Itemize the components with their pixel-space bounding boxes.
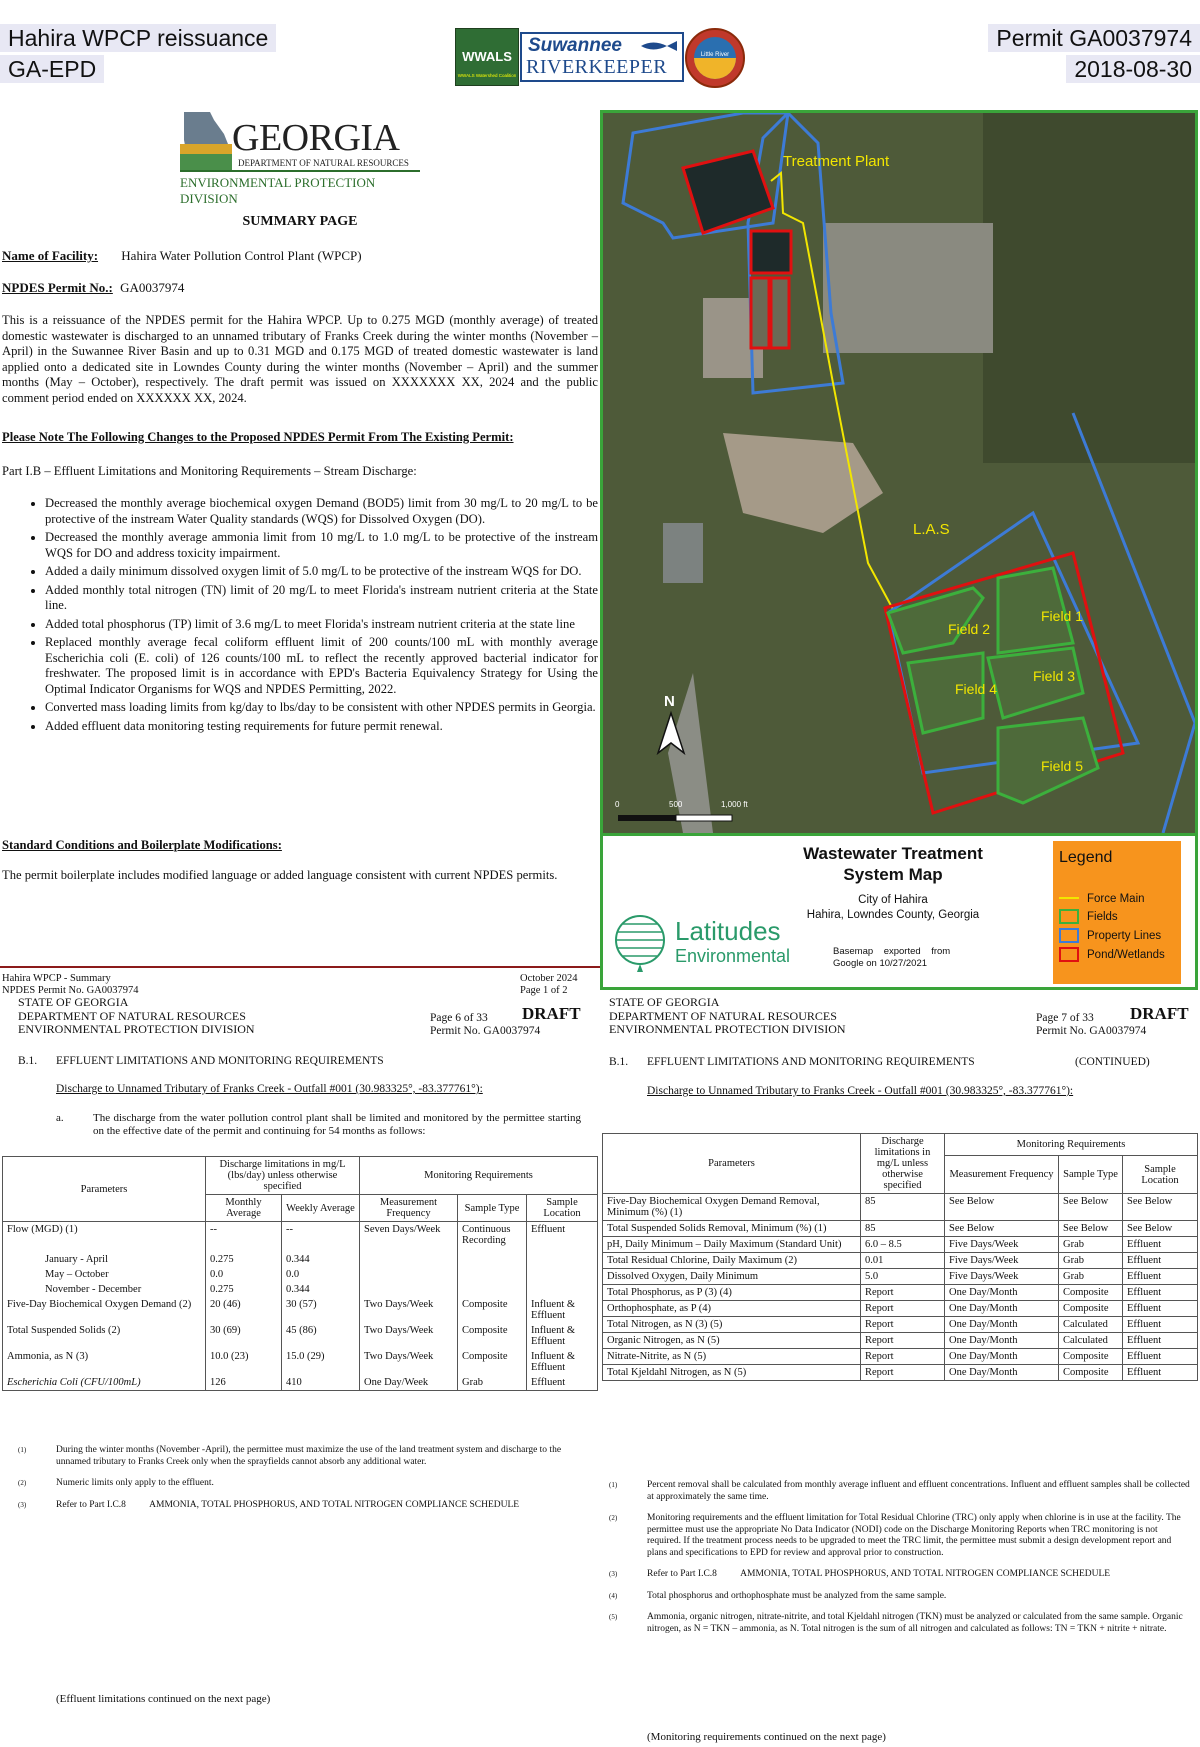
summary-footer-page: Page 1 of 2 <box>520 985 568 996</box>
limit-cell: 5.0 <box>861 1269 945 1285</box>
frequency-cell: Five Days/Week <box>945 1237 1059 1253</box>
column-header-type: Sample Type <box>1059 1156 1123 1194</box>
agency-dnr: DEPARTMENT OF NATURAL RESOURCES <box>18 1008 246 1023</box>
latitudes-globe-icon <box>613 912 667 974</box>
param-cell: Total Residual Chlorine, Daily Maximum (2) <box>603 1253 861 1269</box>
map-title-line1: Wastewater Treatment <box>803 844 983 863</box>
weekly-cell: 45 (86) <box>282 1323 360 1349</box>
agency-block <box>609 996 846 1037</box>
standard-conditions-text: The permit boilerplate includes modified language or added language consistent with current NPDES permits. <box>2 868 558 882</box>
param-cell: Five-Day Biochemical Oxygen Demand Removal, Minimum (%) (1) <box>603 1194 861 1221</box>
footnote-text: Monitoring requirements and the effluent limitation for Total Residual Chlorine (TRC) only apply when chlorine is in use at the facility. The permittee must use the appropriate No Data Indicator (NODI) code on the Discharge Monitoring Reports when TRC monitoring is not required. If the treatment process needs to be upgraded to meet the TRC limit, the permittee must submit a design development report and plans and specifications to EPD for review and approval prior to construction. <box>647 1513 1181 1558</box>
type-cell: Composite <box>458 1297 527 1323</box>
header-date: 2018-08-30 <box>1066 55 1200 83</box>
frequency-cell <box>360 1252 458 1267</box>
property-lines-swatch-icon <box>1059 928 1079 943</box>
part-heading: Part I.B – Effluent Limitations and Monitoring Requirements – Stream Discharge: <box>2 464 417 478</box>
frequency-cell: One Day/Month <box>945 1365 1059 1381</box>
footnote <box>18 1500 588 1512</box>
location-cell: Influent & Effluent <box>527 1297 598 1323</box>
permit-label: NPDES Permit No.: <box>2 280 113 295</box>
location-cell: Effluent <box>1123 1365 1198 1381</box>
limit-cell: Report <box>861 1333 945 1349</box>
location-cell <box>527 1252 598 1267</box>
table-row <box>603 1194 1198 1221</box>
map-title-line2: System Map <box>843 865 943 884</box>
table-row <box>3 1252 598 1267</box>
facility-label: Name of Facility: <box>2 248 99 263</box>
weekly-cell: 0.0 <box>282 1267 360 1282</box>
monthly-cell: 0.275 <box>206 1252 282 1267</box>
footnote <box>609 1569 1192 1581</box>
location-cell: Effluent <box>1123 1253 1198 1269</box>
footnote <box>609 1480 1192 1503</box>
type-cell: Composite <box>458 1323 527 1349</box>
permit-page-6 <box>0 996 600 1747</box>
legend-label: Fields <box>1087 911 1118 923</box>
column-header-frequency: Measurement Frequency <box>360 1195 458 1222</box>
footnote-text: During the winter months (November -April), the permittee must maximize the use of the land treatment system and discharge to the unnamed tributary to Franks Creek only when the sprayfields cannot absorb any additional water. <box>56 1445 562 1467</box>
header-permit: Permit GA0037974 <box>988 24 1200 52</box>
logo-dnr: DEPARTMENT OF NATURAL RESOURCES <box>238 158 409 168</box>
footnote <box>609 1612 1192 1635</box>
footnote <box>609 1513 1192 1559</box>
permit-number: Permit No. GA0037974 <box>1036 1025 1147 1037</box>
permit-line <box>2 280 184 296</box>
list-item: • Added effluent data monitoring testing requirements for future permit renewal. <box>45 719 598 735</box>
type-cell: Grab <box>1059 1237 1123 1253</box>
georgia-epd-logo <box>180 108 420 206</box>
list-item: • Decreased the monthly average biochemical oxygen Demand (BOD5) limit from 30 mg/L to 20 mg/L to be protective of the instream Water Quality standards (WQS) for Dissolved Oxygen (DO). <box>45 496 598 527</box>
north-label: N <box>664 693 675 710</box>
wwals-logo <box>455 28 519 86</box>
column-header-location: Sample Location <box>1123 1156 1198 1194</box>
list-item: • Replaced monthly average fecal coliform effluent limit of 200 counts/100 mL with monthly average Escherichia coli (E. coli) of 126 counts/100 mL to reflect the recently approved bacterial indicator for freshwater. The proposed limit is in accordance with EPD's Bacteria Equivalency Strategy for Using the Optimal Indicator Organisms for WQS and NPDES Permitting, 2022. <box>45 635 598 697</box>
param-cell: January - April <box>3 1252 206 1267</box>
type-cell: Composite <box>1059 1349 1123 1365</box>
monthly-cell: 30 (69) <box>206 1323 282 1349</box>
force-main-swatch-icon <box>1059 897 1079 899</box>
map-label-field-4: Field 4 <box>955 681 998 697</box>
effluent-limits-table <box>2 1156 598 1391</box>
limit-cell: 6.0 – 8.5 <box>861 1237 945 1253</box>
summary-footer-title: Hahira WPCP - Summary <box>2 973 111 984</box>
summary-footer-date: October 2024 <box>520 973 578 984</box>
page7-continued: (Monitoring requirements continued on the next page) <box>647 1731 886 1743</box>
table-row <box>3 1282 598 1297</box>
column-header-parameters: Parameters <box>3 1157 206 1222</box>
column-header-limits: Discharge limitations in mg/L (lbs/day) unless otherwise specified <box>206 1157 360 1195</box>
agency-epd: ENVIRONMENTAL PROTECTION DIVISION <box>18 1022 255 1036</box>
facility-value: Hahira Water Pollution Control Plant (WPCP) <box>121 248 362 263</box>
param-cell: Five-Day Biochemical Oxygen Demand (2) <box>3 1297 206 1323</box>
table-row <box>603 1365 1198 1381</box>
item-a-label: a. <box>56 1112 64 1124</box>
frequency-cell <box>360 1267 458 1282</box>
summary-intro: This is a reissuance of the NPDES permit for the Hahira WPCP. Up to 0.275 MGD (monthly average) of treated domestic wastewater is discharged to an unnamed tributary of Franks Creek during the winter months (November – April) in the Suwannee River Basin and up to 0.31 MGD and 0.175 MGD of treated domestic wastewater is land applied onto a dedicated site in Lowndes County during the winter months (November – April) and the summer months (May – October), respectively. The draft permit was issued on XXXXXXX XX, 2024 and the public comment period ended on XXXXXX XX, 2024. <box>2 313 598 405</box>
table-row <box>3 1267 598 1282</box>
page6-footnotes <box>18 1445 588 1511</box>
param-cell: May – October <box>3 1267 206 1282</box>
frequency-cell: One Day/Month <box>945 1349 1059 1365</box>
weekly-cell: 0.344 <box>282 1252 360 1267</box>
table-row <box>603 1221 1198 1237</box>
footnote <box>609 1591 1192 1603</box>
location-cell: Effluent <box>527 1222 598 1252</box>
permit-page-7 <box>600 996 1200 1747</box>
param-cell: Total Kjeldahl Nitrogen, as N (5) <box>603 1365 861 1381</box>
location-cell: See Below <box>1123 1194 1198 1221</box>
logo-georgia: GEORGIA <box>232 117 400 159</box>
list-item: • Converted mass loading limits from kg/day to lbs/day to be consistent with other NPDES permits in Georgia. <box>45 700 598 716</box>
table-row <box>3 1297 598 1323</box>
footnote-number: (1) <box>609 1481 618 1489</box>
weekly-cell: 0.344 <box>282 1282 360 1297</box>
map-county: Hahira, Lowndes County, Georgia <box>806 909 980 921</box>
scale-label-0: 0 <box>615 800 620 809</box>
summary-footer-left <box>2 973 139 997</box>
scale-label-1000: 1,000 ft <box>721 800 748 809</box>
frequency-cell <box>360 1282 458 1297</box>
header-agency: GA-EPD <box>0 55 104 83</box>
legend-label: Pond/Wetlands <box>1087 949 1165 961</box>
legend-item-pond-wetlands <box>1059 945 1165 963</box>
type-cell: Composite <box>1059 1285 1123 1301</box>
suwannee-logo-bottom: RIVERKEEPER <box>526 56 668 78</box>
summary-title: SUMMARY PAGE <box>242 214 358 229</box>
limit-cell: Report <box>861 1349 945 1365</box>
map-label-treatment-plant: Treatment Plant <box>783 153 890 170</box>
param-cell: November - December <box>3 1282 206 1297</box>
type-cell: See Below <box>1059 1194 1123 1221</box>
column-header-weekly: Weekly Average <box>282 1195 360 1222</box>
pond-wetlands-swatch-icon <box>1059 947 1079 962</box>
page-number: Page 6 of 33 <box>430 1012 488 1024</box>
location-cell <box>527 1267 598 1282</box>
limit-cell: Report <box>861 1301 945 1317</box>
permit-number: Permit No. GA0037974 <box>430 1025 541 1037</box>
type-cell: Composite <box>458 1349 527 1375</box>
weekly-cell: 30 (57) <box>282 1297 360 1323</box>
changes-heading: Please Note The Following Changes to the Proposed NPDES Permit From The Existing Permit: <box>2 430 514 444</box>
monthly-cell: 20 (46) <box>206 1297 282 1323</box>
location-cell: Effluent <box>1123 1269 1198 1285</box>
draft-label: DRAFT <box>1130 1004 1189 1023</box>
type-cell: See Below <box>1059 1221 1123 1237</box>
footnote-number: (3) <box>609 1570 618 1578</box>
footnote-text: Percent removal shall be calculated from monthly average influent and effluent concentrations. Influent and effluent samples shall be collected at approximately the same time. <box>647 1480 1190 1502</box>
column-header-monitoring: Monitoring Requirements <box>360 1157 598 1195</box>
frequency-cell: One Day/Week <box>360 1375 458 1391</box>
limit-cell: 0.01 <box>861 1253 945 1269</box>
monthly-cell: 0.0 <box>206 1267 282 1282</box>
map-label-field-5: Field 5 <box>1041 758 1084 774</box>
footnote-number: (1) <box>18 1446 27 1454</box>
suwannee-riverkeeper-logo <box>520 32 684 82</box>
table-row <box>3 1375 598 1391</box>
type-cell: Continuous Recording <box>458 1222 527 1252</box>
georgia-state-icon <box>180 110 232 172</box>
frequency-cell: One Day/Month <box>945 1333 1059 1349</box>
type-cell <box>458 1252 527 1267</box>
table-row <box>603 1317 1198 1333</box>
aerial-map <box>603 113 1195 833</box>
map-basemap-line1: Basemap exported from <box>833 946 951 957</box>
agency-block <box>18 996 255 1037</box>
permit-value: GA0037974 <box>120 280 185 295</box>
footnote-text: Total phosphorus and orthophosphate must be analyzed from the same sample. <box>647 1590 947 1601</box>
section-number: B.1. <box>609 1056 629 1068</box>
frequency-cell: See Below <box>945 1194 1059 1221</box>
location-cell: Effluent <box>1123 1333 1198 1349</box>
weekly-cell: -- <box>282 1222 360 1252</box>
footnote <box>18 1445 588 1468</box>
scale-label-500: 500 <box>669 800 683 809</box>
facility-line <box>2 248 362 264</box>
table-row <box>603 1333 1198 1349</box>
table-row <box>603 1269 1198 1285</box>
footnote-text: Refer to Part I.C.8 AMMONIA, TOTAL PHOSPHORUS, AND TOTAL NITROGEN COMPLIANCE SCHEDULE <box>56 1499 520 1510</box>
page6-continued: (Effluent limitations continued on the next page) <box>56 1693 271 1705</box>
monthly-cell: -- <box>206 1222 282 1252</box>
type-cell: Calculated <box>1059 1333 1123 1349</box>
seal-text: Little River <box>700 52 730 58</box>
wastewater-system-map <box>600 110 1198 990</box>
table-row <box>3 1222 598 1252</box>
type-cell: Grab <box>1059 1253 1123 1269</box>
section-title: EFFLUENT LIMITATIONS AND MONITORING REQUIREMENTS <box>647 1056 975 1068</box>
type-cell <box>458 1267 527 1282</box>
location-cell: Effluent <box>1123 1349 1198 1365</box>
param-cell: Nitrate-Nitrite, as N (5) <box>603 1349 861 1365</box>
frequency-cell: Seven Days/Week <box>360 1222 458 1252</box>
type-cell: Composite <box>1059 1301 1123 1317</box>
table-row <box>603 1301 1198 1317</box>
agency-epd: ENVIRONMENTAL PROTECTION DIVISION <box>609 1022 846 1036</box>
param-cell: Dissolved Oxygen, Daily Minimum <box>603 1269 861 1285</box>
type-cell: Composite <box>1059 1365 1123 1381</box>
little-river-seal-logo <box>685 28 745 88</box>
legend-label: Property Lines <box>1087 930 1162 942</box>
frequency-cell: One Day/Month <box>945 1317 1059 1333</box>
frequency-cell: Five Days/Week <box>945 1269 1059 1285</box>
monthly-cell: 10.0 (23) <box>206 1349 282 1375</box>
monthly-cell: 126 <box>206 1375 282 1391</box>
agency-state: STATE OF GEORGIA <box>609 995 720 1009</box>
agency-state: STATE OF GEORGIA <box>18 995 129 1009</box>
table-row <box>603 1285 1198 1301</box>
wwals-logo-subtext: WWALS Watershed Coalition <box>457 73 517 78</box>
footnote-number: (2) <box>18 1479 27 1487</box>
location-cell: Effluent <box>1123 1285 1198 1301</box>
table-row <box>3 1349 598 1375</box>
legend-item-force-main <box>1059 889 1145 907</box>
agency-dnr: DEPARTMENT OF NATURAL RESOURCES <box>609 1008 837 1023</box>
column-header-monthly: Monthly Average <box>206 1195 282 1222</box>
table-header-row <box>603 1134 1198 1156</box>
footnote-number: (2) <box>609 1514 618 1522</box>
footnote-number: (3) <box>18 1500 27 1509</box>
table-header-row <box>3 1157 598 1195</box>
list-item: • Decreased the monthly average ammonia limit from 10 mg/L to 1.0 mg/L to be protective of the instream WQS for DO and address toxicity impairment. <box>45 530 598 561</box>
limit-cell: Report <box>861 1317 945 1333</box>
map-label-field-1: Field 1 <box>1041 608 1084 624</box>
map-title-block <box>603 833 1195 990</box>
page7-footnotes <box>609 1480 1192 1635</box>
legend-title: Legend <box>1059 849 1113 866</box>
changes-list <box>0 496 598 737</box>
list-item: • Added monthly total nitrogen (TN) limit of 20 mg/L to meet Florida's instream nutrient criteria at the State line. <box>45 583 598 614</box>
list-item: • Added a daily minimum dissolved oxygen limit of 5.0 mg/L to be protective of the instream WQS for DO. <box>45 564 598 580</box>
footnote-text: Numeric limits only apply to the effluent. <box>56 1478 214 1488</box>
table-row <box>603 1253 1198 1269</box>
draft-label: DRAFT <box>522 1004 581 1023</box>
section-title: EFFLUENT LIMITATIONS AND MONITORING REQUIREMENTS <box>56 1055 384 1067</box>
type-cell: Calculated <box>1059 1317 1123 1333</box>
footnote-number: (5) <box>609 1613 618 1621</box>
location-cell: See Below <box>1123 1221 1198 1237</box>
type-cell <box>458 1282 527 1297</box>
fish-icon <box>639 39 679 53</box>
param-cell: Total Phosphorus, as P (3) (4) <box>603 1285 861 1301</box>
suwannee-logo-top: Suwannee <box>528 35 622 56</box>
param-cell: Total Suspended Solids (2) <box>3 1323 206 1349</box>
param-cell: Total Nitrogen, as N (3) (5) <box>603 1317 861 1333</box>
monitoring-table <box>602 1133 1198 1381</box>
param-cell: Total Suspended Solids Removal, Minimum (%) (1) <box>603 1221 861 1237</box>
page-number: Page 7 of 33 <box>1036 1012 1094 1024</box>
legend-label: Force Main <box>1087 893 1145 905</box>
summary-footer-rule <box>0 966 600 968</box>
map-label-field-2: Field 2 <box>948 621 991 637</box>
location-cell: Effluent <box>1123 1317 1198 1333</box>
column-header-frequency: Measurement Frequency <box>945 1156 1059 1194</box>
summary-page <box>0 100 600 970</box>
wwals-logo-text: WWALS <box>462 49 512 64</box>
footnote-number: (4) <box>609 1591 618 1600</box>
weekly-cell: 410 <box>282 1375 360 1391</box>
column-header-location: Sample Location <box>527 1195 598 1222</box>
param-cell: Ammonia, as N (3) <box>3 1349 206 1375</box>
frequency-cell: Two Days/Week <box>360 1349 458 1375</box>
summary-footer-permit: NPDES Permit No. GA0037974 <box>2 985 139 996</box>
type-cell: Grab <box>458 1375 527 1391</box>
location-cell: Influent & Effluent <box>527 1349 598 1375</box>
map-basemap-line2: Google on 10/27/2021 <box>833 958 928 969</box>
type-cell: Grab <box>1059 1269 1123 1285</box>
company-name: Latitudes <box>675 916 781 946</box>
standard-conditions-heading: Standard Conditions and Boilerplate Modifications: <box>2 838 282 852</box>
continued-label: (CONTINUED) <box>1075 1056 1150 1068</box>
column-header-parameters: Parameters <box>603 1134 861 1194</box>
frequency-cell: Two Days/Week <box>360 1323 458 1349</box>
map-label-las: L.A.S <box>913 521 950 538</box>
column-header-limits: Discharge limitations in mg/L unless otherwise specified <box>861 1134 945 1194</box>
discharge-heading: Discharge to Unnamed Tributary of Franks Creek - Outfall #001 (30.983325°, -83.377761°): <box>56 1083 483 1095</box>
logo-epd: ENVIRONMENTAL PROTECTION DIVISION <box>180 175 376 206</box>
table-row <box>603 1349 1198 1365</box>
limit-cell: Report <box>861 1365 945 1381</box>
param-cell: Organic Nitrogen, as N (5) <box>603 1333 861 1349</box>
param-cell: pH, Daily Minimum – Daily Maximum (Standard Unit) <box>603 1237 861 1253</box>
limit-cell: 85 <box>861 1221 945 1237</box>
limit-cell: Report <box>861 1285 945 1301</box>
map-label-field-3: Field 3 <box>1033 668 1076 684</box>
discharge-heading: Discharge to Unnamed Tributary to Franks Creek - Outfall #001 (30.983325°, -83.377761°): <box>647 1085 1074 1097</box>
param-cell: Flow (MGD) (1) <box>3 1222 206 1252</box>
scale-bar <box>618 815 732 821</box>
frequency-cell: See Below <box>945 1221 1059 1237</box>
param-cell: Orthophosphate, as P (4) <box>603 1301 861 1317</box>
map-city: City of Hahira <box>858 894 928 906</box>
section-number: B.1. <box>18 1055 38 1067</box>
location-cell: Effluent <box>1123 1237 1198 1253</box>
monthly-cell: 0.275 <box>206 1282 282 1297</box>
location-cell: Effluent <box>527 1375 598 1391</box>
list-item: • Added total phosphorus (TP) limit of 3.6 mg/L to meet Florida's instream nutrient criteria at the state line <box>45 617 598 633</box>
footnote <box>18 1478 588 1490</box>
table-row <box>3 1323 598 1349</box>
footnote-text: Refer to Part I.C.8 AMMONIA, TOTAL PHOSPHORUS, AND TOTAL NITROGEN COMPLIANCE SCHEDULE <box>647 1569 1111 1579</box>
frequency-cell: Two Days/Week <box>360 1297 458 1323</box>
map-legend <box>1053 841 1181 984</box>
location-cell <box>527 1282 598 1297</box>
location-cell: Effluent <box>1123 1301 1198 1317</box>
column-header-monitoring: Monitoring Requirements <box>945 1134 1198 1156</box>
frequency-cell: Five Days/Week <box>945 1253 1059 1269</box>
frequency-cell: One Day/Month <box>945 1285 1059 1301</box>
fields-swatch-icon <box>1059 909 1079 924</box>
legend-item-property-lines <box>1059 926 1161 944</box>
company-name-sub: Environmental <box>675 946 791 966</box>
item-a-text: The discharge from the water pollution control plant shall be limited and monitored by the permittee starting on the effective date of the permit and continuing for 54 months as follows: <box>93 1112 581 1137</box>
location-cell: Influent & Effluent <box>527 1323 598 1349</box>
table-row <box>603 1237 1198 1253</box>
footnote-text: Ammonia, organic nitrogen, nitrate-nitrite, and total Kjeldahl nitrogen (TKN) must be analyzed or calculated from the same sample. Organic nitrogen, as N = TKN – ammonia, as N. Total nitrogen is the sum of all nitrogen and calculated as follows: TN = TKN + nitrite + nitrate. <box>647 1612 1183 1634</box>
header-title: Hahira WPCP reissuance <box>0 24 276 52</box>
column-header-type: Sample Type <box>458 1195 527 1222</box>
param-cell: Escherichia Coli (CFU/100mL) <box>3 1375 206 1391</box>
legend-item-fields <box>1059 907 1118 925</box>
frequency-cell: One Day/Month <box>945 1301 1059 1317</box>
limit-cell: 85 <box>861 1194 945 1221</box>
summary-footer-right <box>520 973 577 997</box>
weekly-cell: 15.0 (29) <box>282 1349 360 1375</box>
